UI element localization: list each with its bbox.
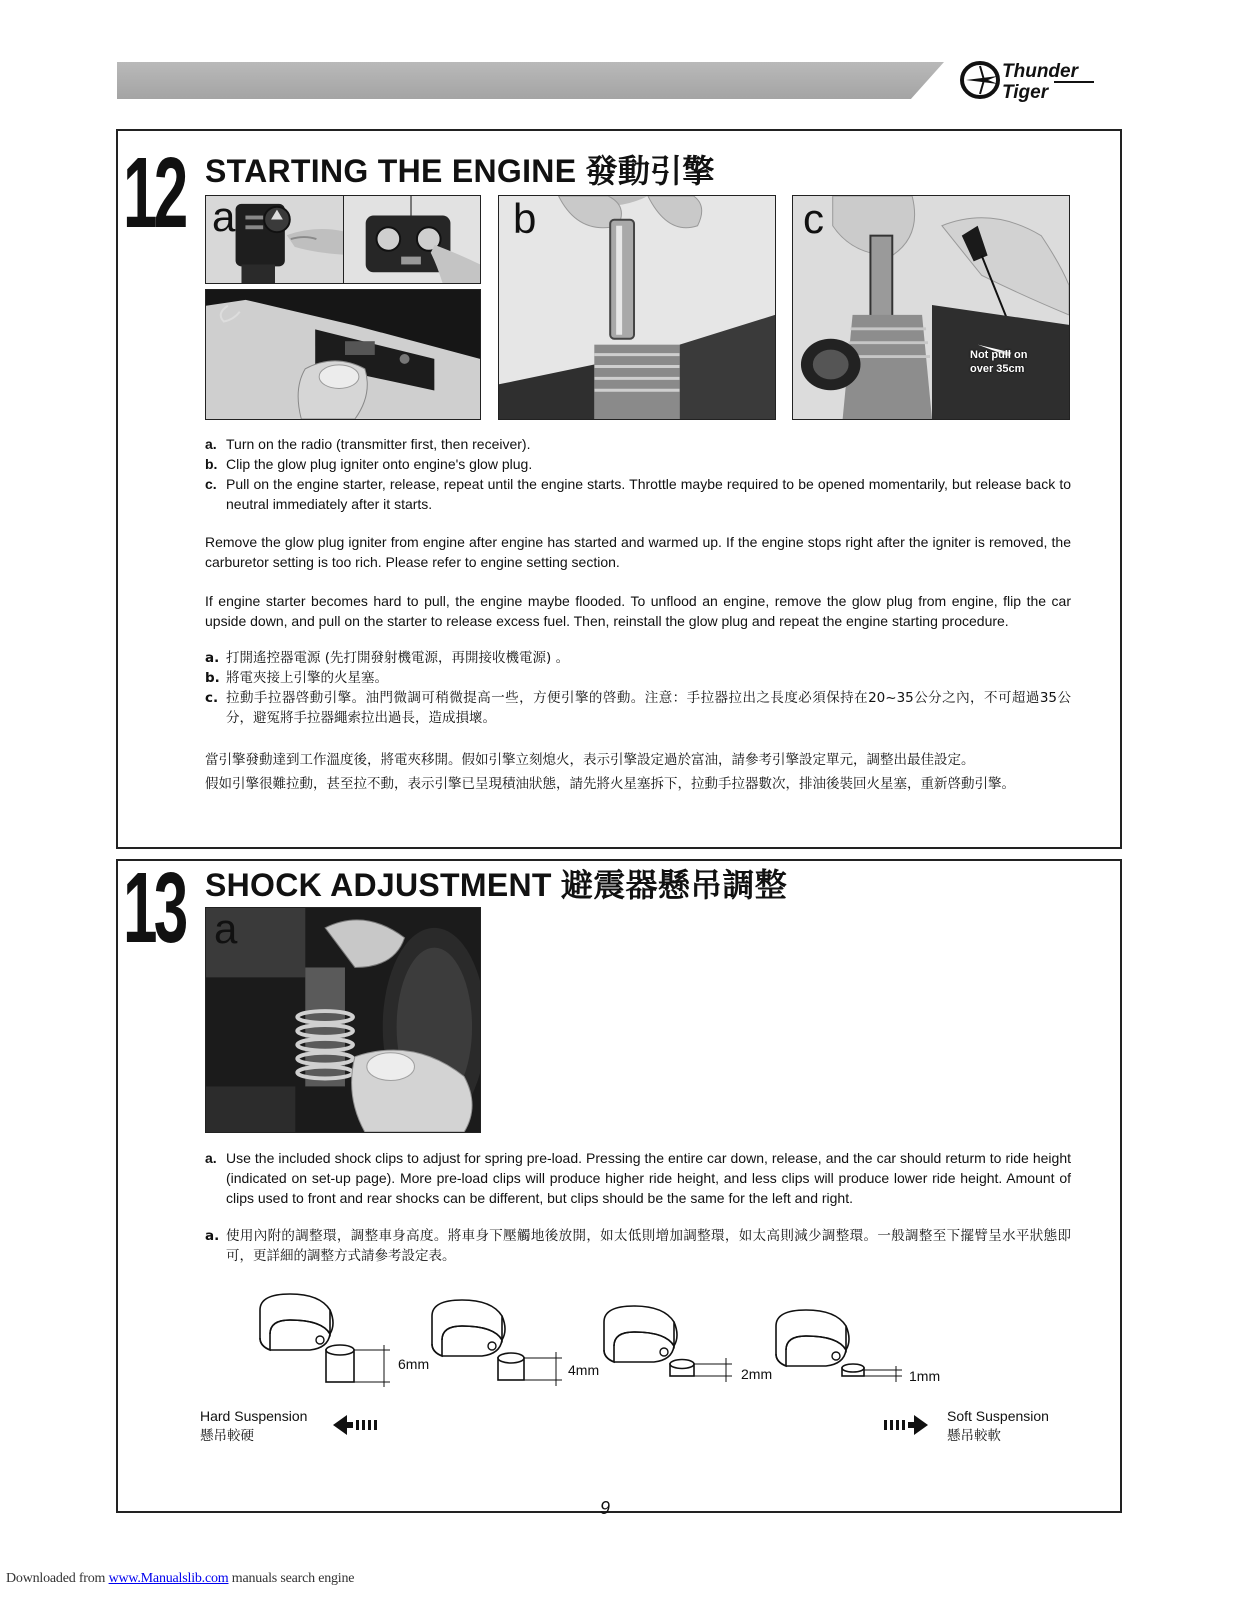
list-item-label: a. [205, 436, 217, 452]
list-item [205, 1226, 1071, 1266]
list-item [205, 434, 1071, 454]
clip-size-2mm: 2mm [741, 1366, 773, 1382]
panel-label-a: a [212, 193, 236, 240]
panel-label-13a: a [214, 905, 238, 952]
arrow-right-icon [884, 1413, 928, 1437]
photo-shock-clips [205, 907, 481, 1133]
list-item [205, 454, 1071, 474]
panel-label-c: c [803, 195, 824, 242]
list-item-text: Use the included shock clips to adjust for spring pre-load. Pressing the entire car down, release, and the car should returm to ride height (indicated on set-up page). More pre-load clips will produce higher ride height, and less clips will produce lower ride height. Amount of clips used to front and rear shocks can be different, but clips should be the same for the left and right. [226, 1150, 1071, 1206]
manualslib-link[interactable]: www.Manualslib.com [108, 1571, 229, 1586]
instructions-shock-zh [205, 1226, 1071, 1266]
footer-suffix: manuals search engine [228, 1571, 355, 1586]
hard-suspension-en: Hard Suspension [200, 1408, 308, 1424]
photo-label-not-pull-2: over 35cm [970, 363, 1025, 375]
section-title-starting-engine: STARTING THE ENGINE 發動引擎 [205, 153, 715, 189]
hard-suspension-zh: 懸吊較硬 [200, 1428, 254, 1444]
list-item-text: 將電夾接上引擎的火星塞。 [226, 670, 388, 686]
header-band [117, 62, 944, 99]
shock-clip-diagram [250, 1290, 950, 1400]
step-number-12: 12 [123, 137, 185, 249]
soft-suspension-en: Soft Suspension [947, 1408, 1049, 1424]
list-item-label: b. [205, 670, 220, 686]
step-number-13: 13 [123, 852, 185, 964]
list-item-text: 打開遙控器電源 (先打開發射機電源，再開接收機電源) 。 [226, 650, 570, 666]
hard-suspension-label [200, 1406, 307, 1446]
soft-suspension-label [947, 1406, 1049, 1446]
instructions-shock-en [205, 1148, 1071, 1208]
svg-text:Thunder: Thunder [1002, 61, 1078, 82]
instructions-en [205, 434, 1071, 514]
download-footer [6, 1571, 354, 1587]
section-title-shock-adjustment: SHOCK ADJUSTMENT 避震器懸吊調整 [205, 867, 788, 903]
clip-size-6mm: 6mm [398, 1356, 430, 1372]
soft-suspension-zh: 懸吊較軟 [947, 1428, 1001, 1444]
svg-text:Tiger: Tiger [1002, 82, 1049, 103]
page-number: 9 [600, 1498, 611, 1518]
list-item-text: 使用內附的調整環，調整車身高度。將車身下壓觸地後放開，如太低則增加調整環，如太高則減少調整環。一般調整至下擺臂呈水平狀態即可，更詳細的調整方式請參考設定表。 [226, 1228, 1071, 1264]
instructions-zh [205, 648, 1071, 728]
list-item-label: a. [205, 650, 220, 666]
list-item [205, 668, 1071, 688]
list-item-label: c. [205, 476, 217, 492]
photo-transmitter-switch [343, 195, 481, 284]
list-item-label: b. [205, 456, 218, 472]
list-item [205, 1148, 1071, 1208]
shock-clip-6mm [260, 1294, 390, 1387]
photo-glow-igniter [498, 195, 776, 420]
shock-clip-2mm [604, 1306, 732, 1382]
list-item-text: 拉動手拉器啓動引擎。油門微調可稍微提高一些，方便引擎的啓動。注意：手拉器拉出之長度必須保持在20~35公分之內，不可超過35公分，避冤將手拉器繩索拉出過長，造成損壞。 [226, 690, 1071, 726]
list-item-label: a. [205, 1228, 220, 1244]
arrow-left-icon [333, 1413, 377, 1437]
shock-clip-4mm [432, 1300, 562, 1386]
paragraph-zh-flooded: 假如引擎很難拉動，甚至拉不動，表示引擎已呈現積油狀態，請先將火星塞拆下，拉動手拉器數次，排油後裝回火星塞，重新啓動引擎。 [205, 776, 1015, 792]
photo-label-not-pull-1: Not pull on [970, 349, 1028, 361]
list-item [205, 648, 1071, 668]
paragraph-igniter-removal: Remove the glow plug igniter from engine after engine has started and warmed up. If the engine stops right after the igniter is removed, the carburetor setting is too rich. Please refer to engine setting section. [205, 534, 1071, 570]
paragraph-zh-warmup: 當引擎發動達到工作溫度後，將電夾移開。假如引擎立刻熄火，表示引擎設定過於富油，請參考引擎設定單元，調整出最佳設定。 [205, 752, 975, 768]
list-item [205, 688, 1071, 728]
clip-size-1mm: 1mm [909, 1368, 941, 1384]
list-item-text: Clip the glow plug igniter onto engine's glow plug. [226, 456, 533, 472]
shock-clip-1mm [776, 1310, 902, 1382]
list-item-text: Turn on the radio (transmitter first, then receiver). [226, 436, 531, 452]
list-item [205, 474, 1071, 514]
footer-prefix: Downloaded from [6, 1571, 109, 1586]
photo-receiver-switch [205, 289, 481, 420]
list-item-text: Pull on the engine starter, release, repeat until the engine starts. Throttle maybe required to be opened momentarily, but release back to neutral immediately after it starts. [226, 476, 1071, 512]
panel-label-b: b [513, 195, 537, 242]
thunder-tiger-logo [958, 56, 1118, 104]
list-item-label: c. [205, 690, 219, 706]
paragraph-flooded-engine: If engine starter becomes hard to pull, the engine maybe flooded. To unflood an engine, remove the glow plug from engine, flip the car upside down, and pull on the starter to release excess fuel. Then, reinstall the glow plug and repeat the engine starting procedure. [205, 593, 1071, 629]
list-item-label: a. [205, 1150, 217, 1166]
clip-size-4mm: 4mm [568, 1362, 600, 1378]
photo-pull-starter [792, 195, 1070, 420]
